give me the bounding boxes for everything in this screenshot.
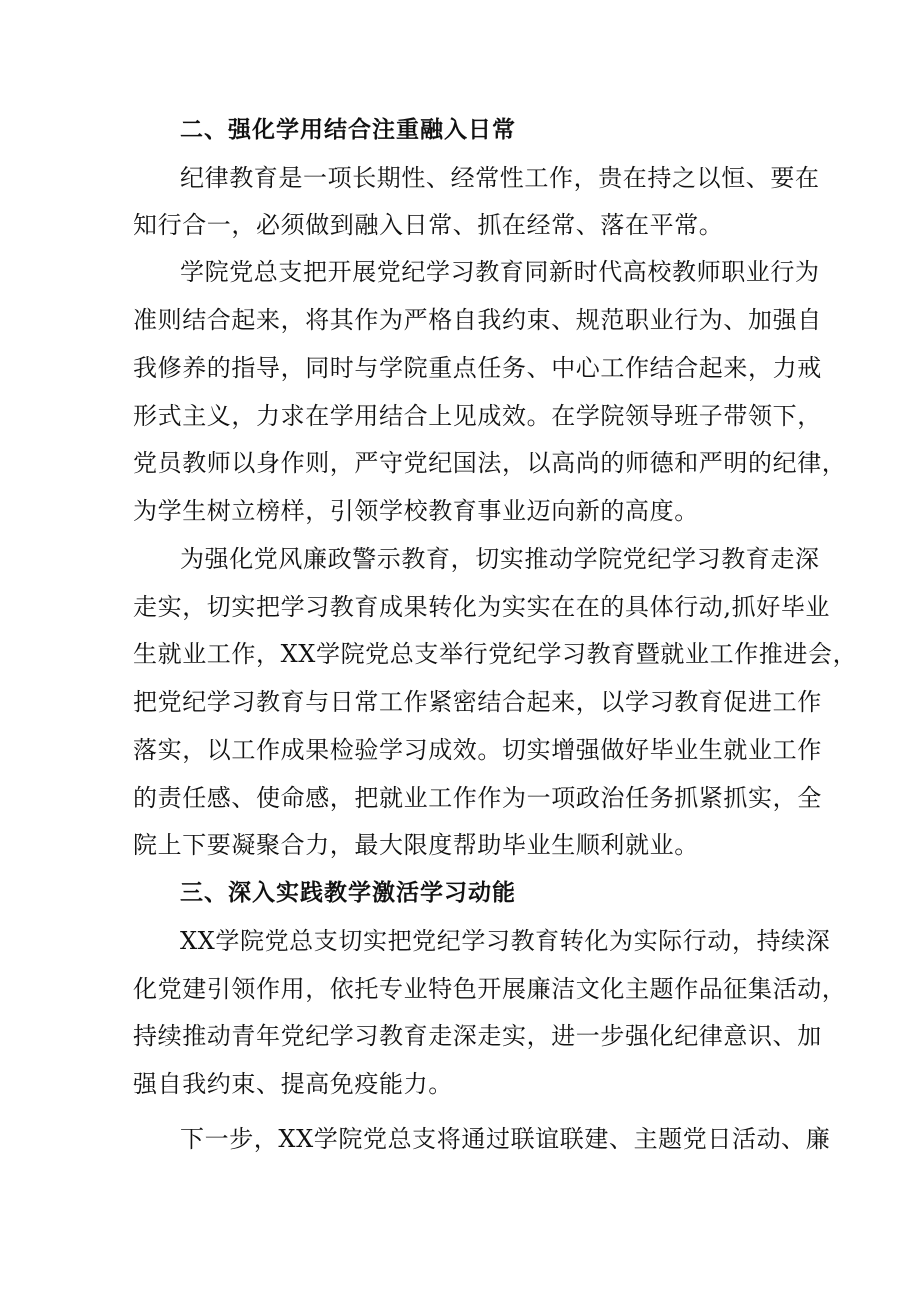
- paragraph-line: 学院党总支把开展党纪学习教育同新时代高校教师职业行为: [180, 258, 820, 286]
- paragraph-line: XX学院党总支切实把党纪学习教育转化为实际行动，持续深: [180, 927, 831, 955]
- paragraph-line: 我修养的指导，同时与学院重点任务、中心工作结合起来，力戒: [133, 354, 822, 382]
- paragraph-line: 把党纪学习教育与日常工作紧密结合起来，以学习教育促进工作: [133, 688, 822, 716]
- paragraph-line: 强自我约束、提高免疫能力。: [133, 1070, 453, 1098]
- paragraph-line: 持续推动青年党纪学习教育走深走实，进一步强化纪律意识、加: [133, 1022, 822, 1050]
- section-heading: 二、强化学用结合注重融入日常: [180, 117, 516, 143]
- paragraph-line: 下一步，XX学院党总支将通过联谊联建、主题党日活动、廉: [180, 1125, 831, 1153]
- paragraph-line: 院上下要凝聚合力，最大限度帮助毕业生顺利就业。: [133, 831, 699, 859]
- paragraph-line: 为强化党风廉政警示教育，切实推动学院党纪学习教育走深: [180, 545, 820, 573]
- paragraph-line: 化党建引领作用，依托专业特色开展廉洁文化主题作品征集活动，: [133, 975, 847, 1003]
- paragraph-line: 生就业工作，XX学院党总支举行党纪学习教育暨就业工作推进会，: [133, 640, 858, 668]
- paragraph-line: 为学生树立榜样，引领学校教育事业迈向新的高度。: [133, 497, 699, 525]
- paragraph-line: 的责任感、使命感，把就业工作作为一项政治任务抓紧抓实，全: [133, 784, 822, 812]
- paragraph-line: 落实，以工作成果检验学习成效。切实增强做好毕业生就业工作: [133, 736, 822, 764]
- paragraph-line: 知行合一，必须做到融入日常、抓在经常、落在平常。: [133, 211, 724, 239]
- paragraph-line: 形式主义，力求在学用结合上见成效。在学院领导班子带领下，: [133, 402, 822, 430]
- paragraph-line: 走实，切实把学习教育成果转化为实实在在的具体行动,抓好毕业: [133, 593, 831, 621]
- section-heading: 三、深入实践教学激活学习动能: [180, 880, 516, 906]
- paragraph-line: 党员教师以身作则，严守党纪国法，以高尚的师德和严明的纪律，: [133, 449, 847, 477]
- paragraph-line: 纪律教育是一项长期性、经常性工作，贵在持之以恒、要在: [180, 164, 820, 192]
- paragraph-line: 准则结合起来，将其作为严格自我约束、规范职业行为、加强自: [133, 306, 822, 334]
